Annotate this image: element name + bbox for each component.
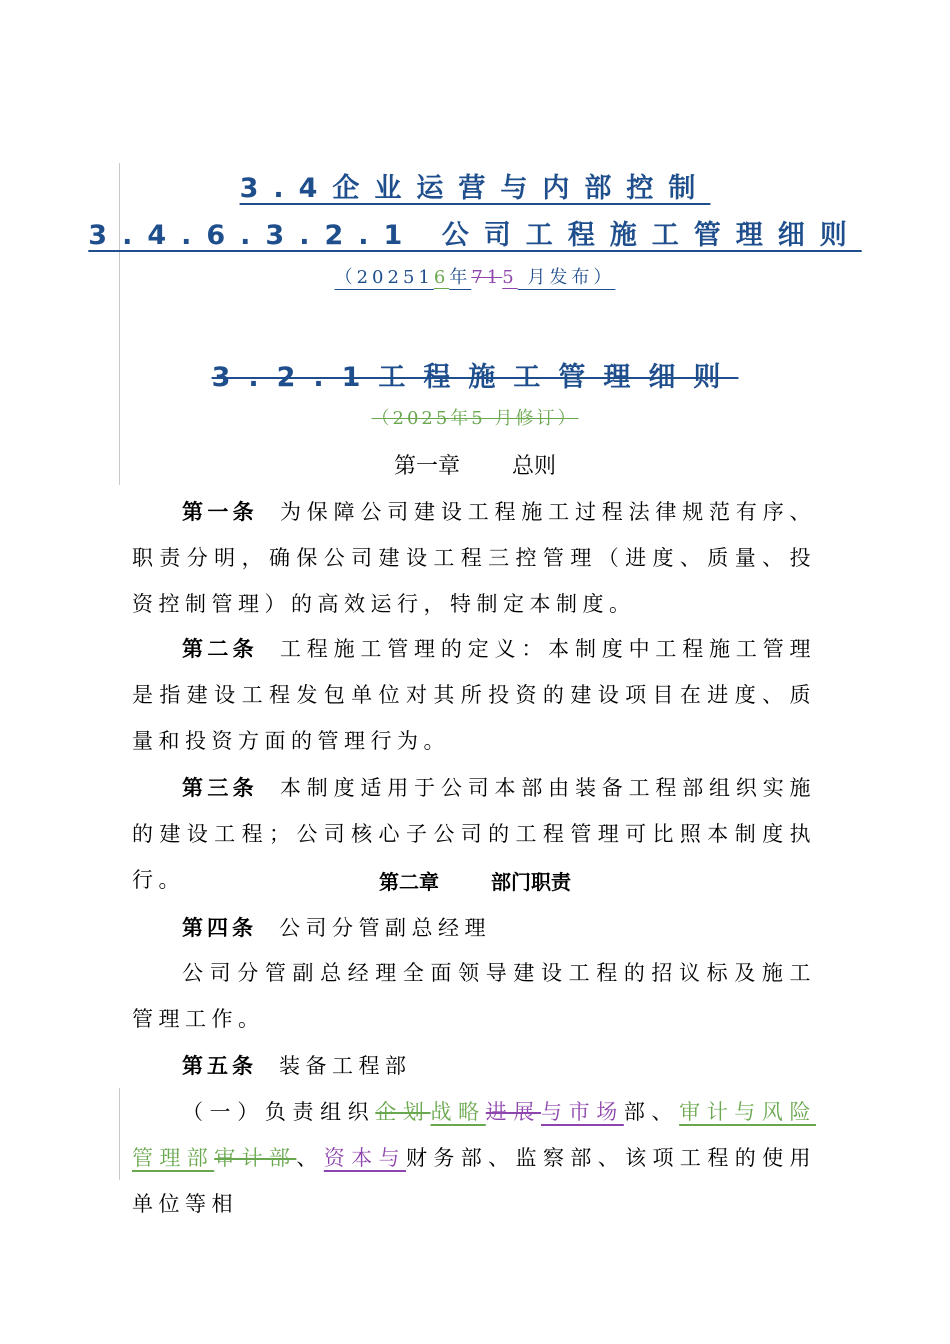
article-text: 为保障公司建设工程施工过程法律规范有序、职责分明，确保公司建设工程三控管理（进度、质量、投资控制管理）的高效运行，特制定本制度。 — [132, 500, 817, 616]
article-2 — [132, 626, 816, 764]
chapter-name: 总则 — [512, 454, 557, 479]
article-text: 工程施工管理的定义：本制度中工程施工管理是指建设工程发包单位对其所投资的建设项目在进度、质量和投资方面的管理行为。 — [132, 637, 817, 753]
deleted-text: 进展 — [485, 1100, 541, 1124]
item-text-end: 财务部、监察部、该项工程的使用单位等相 — [132, 1146, 817, 1216]
article-5-heading — [132, 1043, 816, 1089]
article-label: 第四条 — [182, 916, 257, 940]
article-title: 公司分管副总经理 — [279, 916, 491, 940]
item-text: 部、 — [623, 1100, 680, 1124]
article-1 — [132, 489, 816, 627]
inserted-text: 审计与风险管理部 — [132, 1100, 817, 1170]
change-bar-top — [119, 163, 120, 485]
publish-month-deleted: 71 — [471, 267, 503, 288]
item-text: 、 — [296, 1146, 324, 1170]
inserted-text: 战略 — [430, 1100, 486, 1124]
chapter-heading-2 — [0, 866, 950, 895]
publish-date-close: 月发布） — [517, 267, 616, 288]
article-label: 第一条 — [182, 500, 258, 524]
article-label: 第三条 — [182, 776, 258, 800]
chapter-heading-1 — [0, 449, 950, 480]
publish-date-open: （20251 — [334, 267, 434, 288]
publish-year-char: 年 — [449, 267, 472, 288]
chapter-name: 部门职责 — [491, 870, 571, 894]
chapter-label: 第二章 — [379, 870, 439, 894]
old-title-deleted: 3.2.1工程施工管理细则 — [211, 362, 739, 393]
old-revision-deleted: （2025年5 月修订） — [371, 408, 579, 429]
change-bar-bottom — [119, 1088, 120, 1180]
article-label: 第五条 — [182, 1054, 257, 1078]
deleted-text: 企划 — [375, 1100, 431, 1124]
inserted-text: 资本与 — [323, 1146, 406, 1170]
publish-year-inserted: 6 — [433, 267, 450, 288]
article-label: 第二条 — [182, 637, 258, 661]
inserted-text: 与市场 — [541, 1100, 624, 1124]
chapter-label: 第一章 — [393, 454, 460, 479]
publish-month-inserted: 5 — [502, 267, 518, 288]
deleted-text: 审计部 — [214, 1146, 297, 1170]
article-4-text: 公司分管副总经理全面领导建设工程的招议标及施工管理工作。 — [132, 961, 816, 1031]
document-title-section: 3.4企业运营与内部控制 — [239, 173, 711, 204]
item-text-start: （一）负责组织 — [182, 1100, 376, 1124]
article-text: 本制度适用于公司本部由装备工程部组织实施的建设工程；公司核心子公司的工程管理可比照本制度执行。 — [132, 776, 817, 892]
article-5-item-1 — [132, 1089, 816, 1227]
document-title: 3.4.6.3.2.1 公司工程施工管理细则 — [88, 220, 862, 251]
article-4-heading — [132, 905, 816, 951]
publish-date — [0, 263, 950, 289]
article-title: 装备工程部 — [279, 1054, 412, 1078]
